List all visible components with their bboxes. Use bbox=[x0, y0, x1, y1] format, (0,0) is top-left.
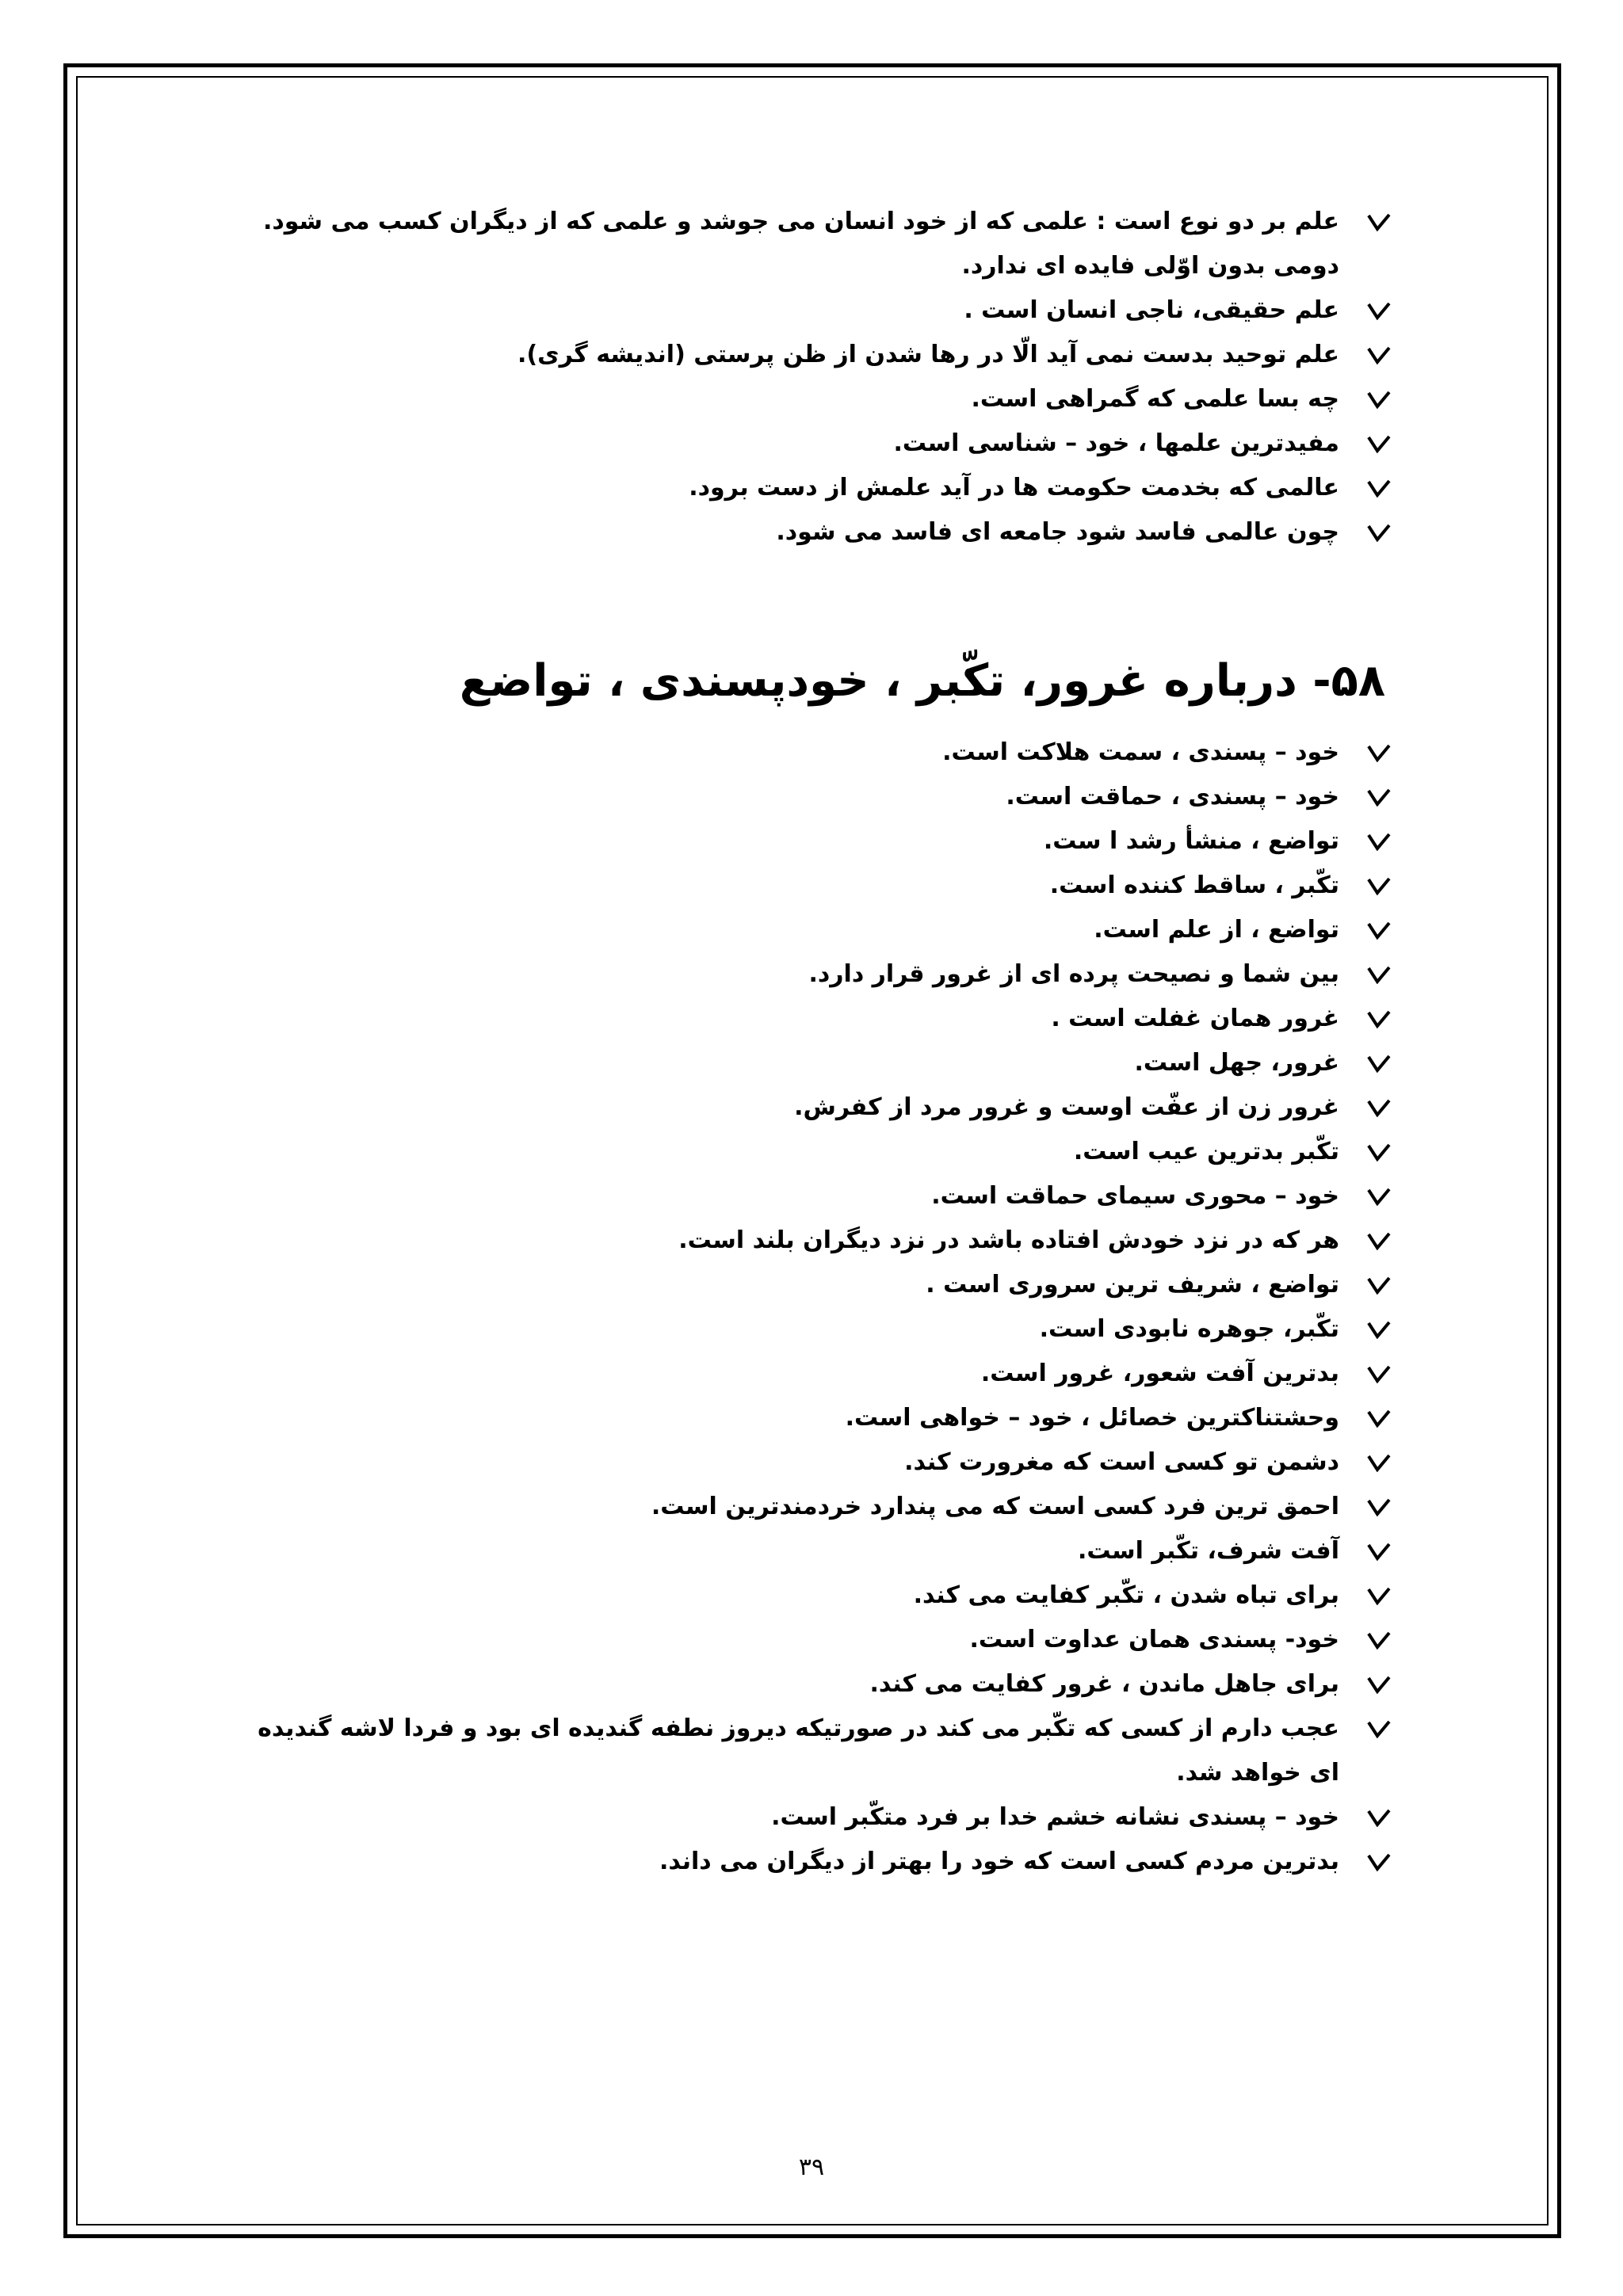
document-body bbox=[238, 200, 1395, 1884]
list-item-text: وحشتناکترین خصائل ، خود – خواهی است. bbox=[845, 1404, 1339, 1432]
check-mark-icon bbox=[1363, 952, 1395, 997]
list-item-text: غرور زن از عفّت اوست و غرور مرد از کفرش. bbox=[794, 1093, 1339, 1121]
check-mark-icon bbox=[1363, 908, 1395, 952]
list-item bbox=[238, 1174, 1395, 1219]
list-item-text: عجب دارم از کسی که تکّبر می کند در صورتیکه دیروز نطفه گندیده ای بود و فردا لاشه گندیده ای خواهد شد. bbox=[258, 1714, 1339, 1787]
list-item-text: علم توحید بدست نمی آید الّا در رها شدن از ظن پرستی (اندیشه گری). bbox=[517, 341, 1339, 368]
check-mark-icon bbox=[1363, 1041, 1395, 1085]
check-mark-icon bbox=[1363, 1174, 1395, 1219]
check-mark-icon bbox=[1363, 1263, 1395, 1307]
list-item-text: بین شما و نصیحت پرده ای از غرور قرار دارد. bbox=[808, 960, 1339, 988]
check-mark-icon bbox=[1363, 200, 1395, 244]
list-item-text: تواضع ، شریف ترین سروری است . bbox=[926, 1271, 1339, 1299]
list-item-text: عالمی که بخدمت حکومت ها در آید علمش از دست برود. bbox=[689, 474, 1339, 502]
list-item bbox=[238, 775, 1395, 819]
check-mark-icon bbox=[1363, 288, 1395, 333]
list-item-text: تکّبر ، ساقط کننده است. bbox=[1049, 871, 1339, 899]
check-mark-icon bbox=[1363, 1396, 1395, 1440]
check-mark-icon bbox=[1363, 377, 1395, 421]
list-item bbox=[238, 1130, 1395, 1174]
check-mark-icon bbox=[1363, 1485, 1395, 1529]
list-item bbox=[238, 466, 1395, 510]
list-item-text: غرور، جهل است. bbox=[1134, 1049, 1339, 1077]
list-item bbox=[238, 908, 1395, 952]
list-item bbox=[238, 730, 1395, 775]
list-item bbox=[238, 1041, 1395, 1085]
list-item bbox=[238, 1219, 1395, 1263]
list-item bbox=[238, 421, 1395, 466]
list-item bbox=[238, 1440, 1395, 1485]
list-item-text: خود – پسندی ، سمت هلاکت است. bbox=[942, 738, 1339, 766]
list-item-text: چون عالمی فاسد شود جامعه ای فاسد می شود. bbox=[776, 518, 1339, 546]
list-item bbox=[238, 1795, 1395, 1840]
list-item bbox=[238, 864, 1395, 908]
list-item-text: غرور همان غفلت است . bbox=[1051, 1005, 1339, 1032]
check-mark-icon bbox=[1363, 997, 1395, 1041]
list-item-text: خود – پسندی نشانه خشم خدا بر فرد متکّبر است. bbox=[771, 1803, 1339, 1831]
check-mark-icon bbox=[1363, 1529, 1395, 1573]
list-item-text: بدترین آفت شعور، غرور است. bbox=[980, 1360, 1339, 1387]
list-item-text: تواضع ، منشأ رشد ا ست. bbox=[1043, 827, 1339, 855]
list-item-text: تکّبر، جوهره نابودی است. bbox=[1039, 1315, 1339, 1343]
check-mark-icon bbox=[1363, 1352, 1395, 1396]
list-item-text: احمق ترین فرد کسی است که می پندارد خردمندترین است. bbox=[651, 1493, 1339, 1520]
list-item-text: برای جاهل ماندن ، غرور کفایت می کند. bbox=[869, 1670, 1339, 1698]
list-item bbox=[238, 1707, 1395, 1795]
list-item-text: خود- پسندی همان عداوت است. bbox=[969, 1626, 1339, 1653]
list-item bbox=[238, 952, 1395, 997]
list-item bbox=[238, 1485, 1395, 1529]
page-number: ۳۹ bbox=[798, 2153, 825, 2181]
check-mark-icon bbox=[1363, 1707, 1395, 1751]
check-mark-icon bbox=[1363, 421, 1395, 466]
list-item bbox=[238, 1352, 1395, 1396]
list-item bbox=[238, 1085, 1395, 1130]
check-mark-icon bbox=[1363, 1440, 1395, 1485]
check-mark-icon bbox=[1363, 1219, 1395, 1263]
list-item-text: علم حقیقی، ناجی انسان است . bbox=[964, 296, 1339, 324]
list-item bbox=[238, 377, 1395, 421]
check-mark-icon bbox=[1363, 1130, 1395, 1174]
list-item bbox=[238, 200, 1395, 288]
check-mark-icon bbox=[1363, 1085, 1395, 1130]
list-item bbox=[238, 997, 1395, 1041]
check-mark-icon bbox=[1363, 1795, 1395, 1840]
check-mark-icon bbox=[1363, 864, 1395, 908]
list-item bbox=[238, 288, 1395, 333]
list-item-text: آفت شرف، تکّبر است. bbox=[1078, 1537, 1339, 1565]
check-mark-icon bbox=[1363, 819, 1395, 864]
list-item bbox=[238, 1529, 1395, 1573]
list-item bbox=[238, 1307, 1395, 1352]
list-item bbox=[238, 1662, 1395, 1707]
check-mark-icon bbox=[1363, 510, 1395, 555]
bullet-list-knowledge bbox=[238, 200, 1395, 555]
list-item bbox=[238, 819, 1395, 864]
bullet-list-pride bbox=[238, 730, 1395, 1884]
list-item-text: خود – پسندی ، حماقت است. bbox=[1006, 783, 1339, 810]
list-item-text: تکّبر بدترین عیب است. bbox=[1073, 1138, 1339, 1165]
check-mark-icon bbox=[1363, 1307, 1395, 1352]
list-item-text: هر که در نزد خودش افتاده باشد در نزد دیگران بلند است. bbox=[678, 1226, 1339, 1254]
list-item-text: بدترین مردم کسی است که خود را بهتر از دیگران می داند. bbox=[659, 1848, 1339, 1875]
list-item-text: علم بر دو نوع است : علمی که از خود انسان می جوشد و علمی که از دیگران کسب می شود. دومی بدون اوّلی فایده ای ندارد. bbox=[262, 208, 1339, 280]
list-item bbox=[238, 333, 1395, 377]
list-item bbox=[238, 510, 1395, 555]
list-item-text: برای تباه شدن ، تکّبر کفایت می کند. bbox=[913, 1581, 1339, 1609]
list-item-text: تواضع ، از علم است. bbox=[1094, 916, 1339, 944]
list-item-text: چه بسا علمی که گمراهی است. bbox=[971, 385, 1339, 413]
check-mark-icon bbox=[1363, 775, 1395, 819]
check-mark-icon bbox=[1363, 1573, 1395, 1618]
check-mark-icon bbox=[1363, 333, 1395, 377]
list-item bbox=[238, 1263, 1395, 1307]
check-mark-icon bbox=[1363, 730, 1395, 775]
list-item bbox=[238, 1396, 1395, 1440]
list-item-text: دشمن تو کسی است که مغرورت کند. bbox=[904, 1448, 1339, 1476]
list-item-text: مفیدترین علمها ، خود – شناسی است. bbox=[893, 429, 1339, 457]
check-mark-icon bbox=[1363, 1618, 1395, 1662]
check-mark-icon bbox=[1363, 466, 1395, 510]
list-item bbox=[238, 1618, 1395, 1662]
list-item bbox=[238, 1573, 1395, 1618]
check-mark-icon bbox=[1363, 1840, 1395, 1884]
list-item bbox=[238, 1840, 1395, 1884]
section-heading: ۵۸- درباره غرور، تکّبر ، خودپسندی ، تواضع bbox=[459, 655, 1385, 707]
list-item-text: خود – محوری سیمای حماقت است. bbox=[931, 1182, 1339, 1210]
check-mark-icon bbox=[1363, 1662, 1395, 1707]
